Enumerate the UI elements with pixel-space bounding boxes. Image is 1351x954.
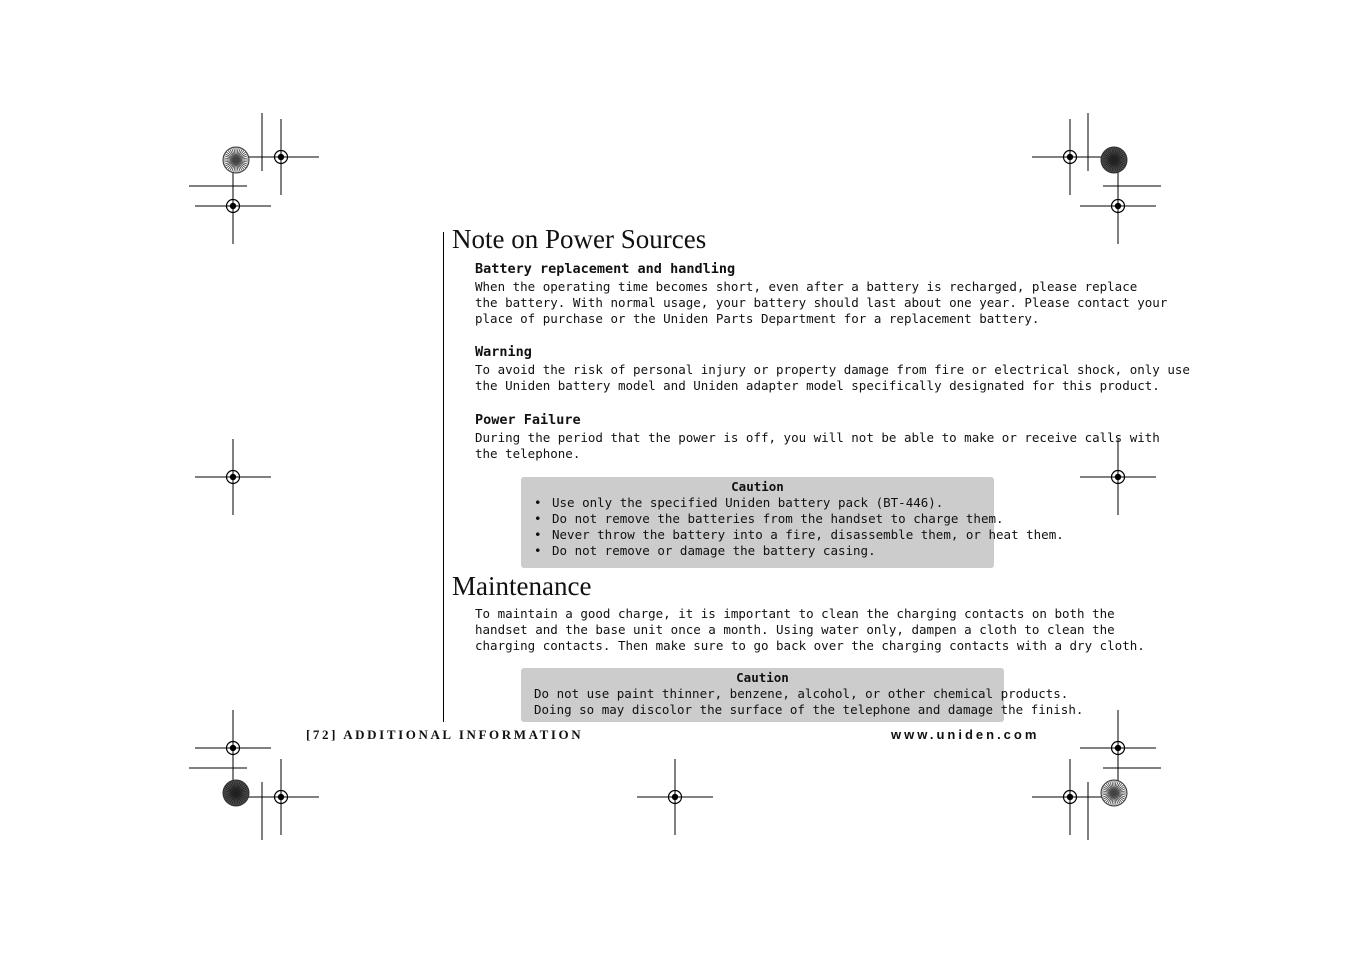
footer-page-label: [72] ADDITIONAL INFORMATION (306, 727, 584, 742)
section-title-maintenance: Maintenance (452, 571, 592, 601)
text-line: the battery. With normal usage, your battery should last about one year. Please contact your (475, 295, 1168, 310)
registration-mark (278, 794, 284, 800)
text-line: When the operating time becomes short, even after a battery is recharged, please replace (475, 279, 1138, 294)
caution-item: • Never throw the battery into a fire, disassemble them, or heat them. (534, 527, 981, 543)
caution-list (534, 495, 1064, 559)
paragraph-maintenance (475, 606, 1145, 654)
registration-mark (230, 203, 236, 209)
section-title-power-sources: Note on Power Sources (452, 224, 707, 254)
registration-mark (1115, 745, 1121, 751)
text-line: To avoid the risk of personal injury or property damage from fire or electrical shock, only use (475, 362, 1190, 377)
registration-mark (1115, 474, 1121, 480)
registration-mark (1067, 154, 1073, 160)
registration-mark (278, 154, 284, 160)
caution-line: Doing so may discolor the surface of the telephone and damage the finish. (534, 702, 1084, 717)
registration-mark (230, 474, 236, 480)
caution-title: Caution (731, 479, 784, 494)
text-line: place of purchase or the Uniden Parts Department for a replacement battery. (475, 311, 1040, 326)
registration-mark (230, 745, 236, 751)
caution-box-battery (521, 477, 1064, 568)
paragraph-battery-replacement (475, 279, 1167, 327)
text-line: handset and the base unit once a month. Using water only, dampen a cloth to clean the (475, 622, 1115, 637)
text-line: the Uniden battery model and Uniden adapter model specifically designated for this product. (475, 378, 1160, 393)
paragraph-warning (475, 362, 1190, 394)
heading-power-failure: Power Failure (475, 412, 581, 428)
text-line: charging contacts. Then make sure to go back over the charging contacts with a dry cloth. (475, 638, 1145, 653)
caution-item: • Use only the specified Uniden battery pack (BT-446). (534, 495, 981, 511)
text-line: To maintain a good charge, it is important to clean the charging contacts on both the (475, 606, 1115, 621)
caution-item: • Do not remove or damage the battery casing. (534, 543, 981, 559)
registration-mark (672, 794, 678, 800)
heading-warning: Warning (475, 344, 532, 360)
caution-title: Caution (736, 670, 789, 685)
paragraph-power-failure (475, 430, 1160, 462)
registration-mark (1115, 203, 1121, 209)
text-line: During the period that the power is off, you will not be able to make or receive calls with (475, 430, 1160, 445)
footer-website: www.uniden.com (891, 727, 1040, 742)
registration-mark (1067, 794, 1073, 800)
caution-item: • Do not remove the batteries from the handset to charge them. (534, 511, 981, 527)
margin-rule (443, 232, 444, 722)
caution-box-maintenance (521, 668, 1084, 722)
heading-battery-replacement: Battery replacement and handling (475, 261, 736, 277)
text-line: the telephone. (475, 446, 581, 461)
caution-line: Do not use paint thinner, benzene, alcohol, or other chemical products. (534, 686, 1069, 701)
